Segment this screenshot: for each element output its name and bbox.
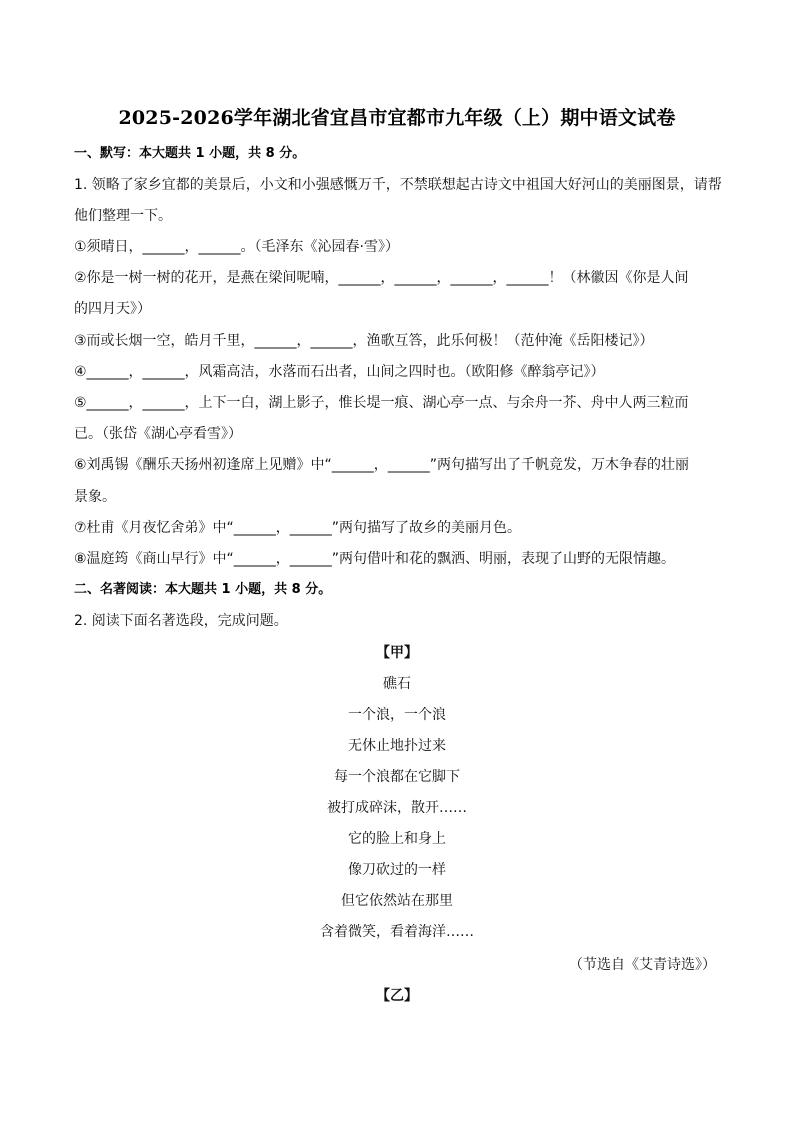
poem-line: 无休止地扑过来 — [348, 738, 446, 754]
question-1-item: 已。（张岱《湖心亭看雪》） — [74, 426, 242, 442]
question-1-item: ④______，______，风霜高洁，水落而石出者，山间之四时也。（欧阳修《醉翁亭记》） — [74, 364, 605, 380]
poem-line: 一个浪，一个浪 — [348, 707, 446, 723]
poem-line: 含着微笑，看着海洋…… — [320, 924, 474, 940]
question-1-item: ⑥刘禹锡《酬乐天扬州初逢席上见赠》中“______，______”两句描写出了千帆竞发，万木争春的壮丽 — [74, 457, 690, 473]
question-1-line: 他们整理一下。 — [74, 208, 172, 224]
poem-line: 被打成碎沫，散开…… — [327, 800, 467, 816]
question-1-item: 的四月天》） — [74, 301, 151, 317]
poem-line: 像刀砍过的一样 — [348, 862, 446, 878]
question-1-item: ⑦杜甫《月夜忆舍弟》中“______，______”两句描写了故乡的美丽月色。 — [74, 520, 522, 536]
question-1-item: ⑧温庭筠《商山早行》中“______，______”两句借叶和花的飘洒、明丽，表现了山野的无限情趣。 — [74, 551, 676, 567]
question-1-item: 景象。 — [74, 489, 116, 505]
poem-source: （节选自《艾青诗选》） — [569, 957, 716, 973]
poem-line: 它的脸上和身上 — [348, 831, 446, 847]
section-2-heading: 二、名著阅读：本大题共 1 小题，共 8 分。 — [74, 582, 332, 597]
question-1-item: ⑤______，______，上下一白，湖上影子，惟长堤一痕、湖心亭一点、与余舟一芥、舟中人两三粒而 — [74, 395, 689, 411]
question-2-intro: 2. 阅读下面名著选段，完成问题。 — [74, 613, 288, 629]
poem-title: 礁石 — [383, 676, 411, 692]
question-1-line: 1. 领略了家乡宜都的美景后，小文和小强感慨万千，不禁联想起古诗文中祖国大好河山的美丽图景，请帮 — [74, 177, 722, 193]
poem-line: 但它依然站在那里 — [341, 893, 453, 909]
question-1-item: ③而或长烟一空，皓月千里，______，______，渔歌互答，此乐何极！（范仲淹《岳阳楼记》） — [74, 333, 654, 349]
question-1-item: ②你是一树一树的花开，是燕在梁间呢喃，______，______，______，______！（林徽因《你是人间 — [74, 270, 689, 286]
poem-line: 每一个浪都在它脚下 — [334, 769, 460, 785]
part-b-label: 【乙】 — [376, 988, 418, 1004]
section-1-heading: 一、默写：本大题共 1 小题，共 8 分。 — [74, 146, 306, 161]
part-a-label: 【甲】 — [376, 645, 418, 661]
exam-title: 2025-2026学年湖北省宜昌市宜都市九年级（上）期中语文试卷 — [118, 107, 676, 129]
question-1-item: ①须晴日，______，______。（毛泽东《沁园春·雪》） — [74, 239, 399, 255]
